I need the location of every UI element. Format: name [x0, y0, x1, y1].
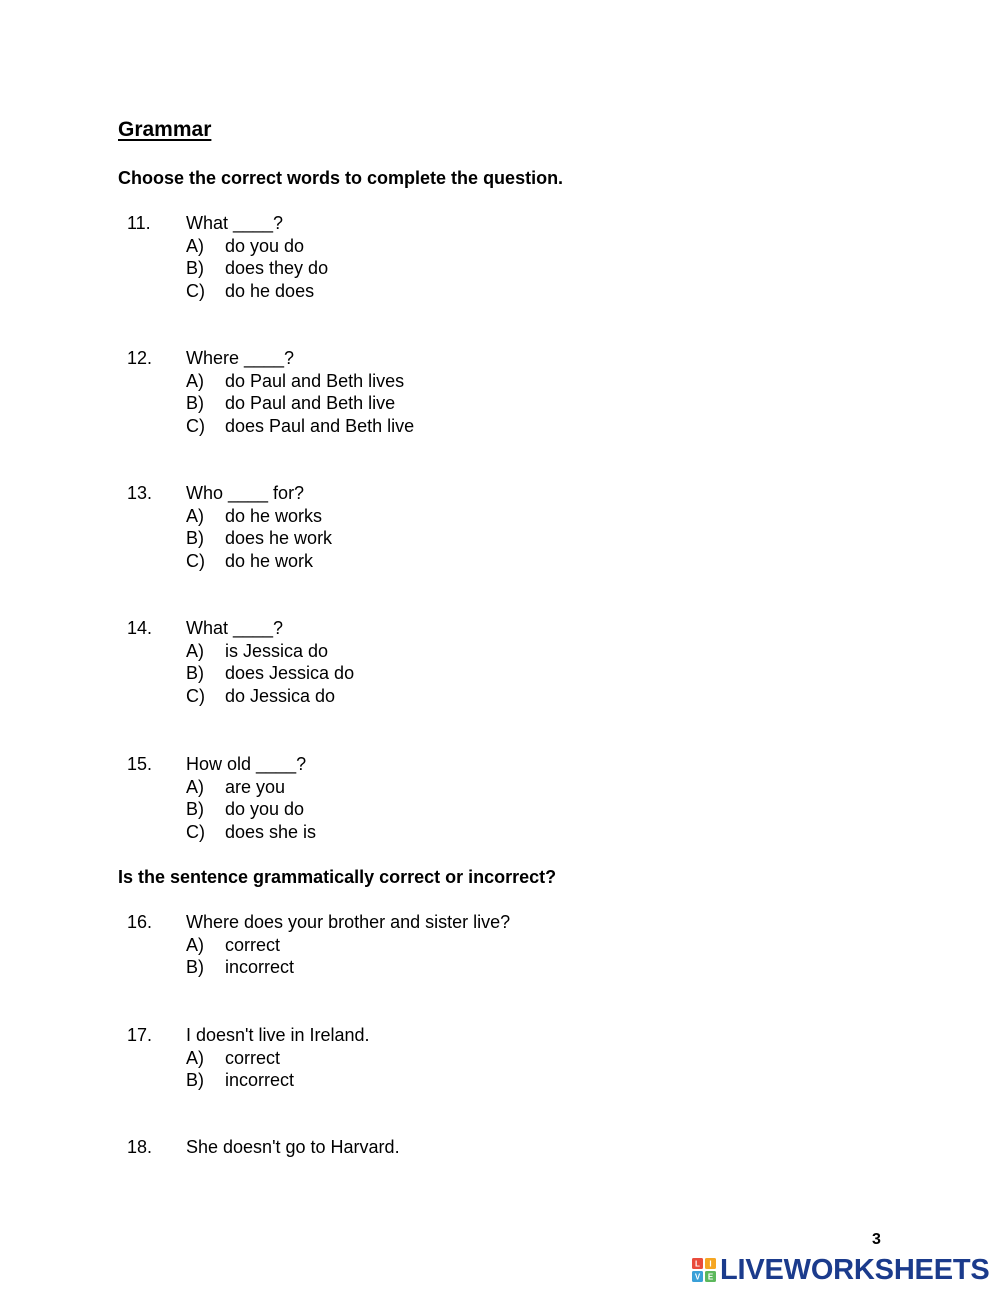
question-number: 17.: [127, 1025, 153, 1045]
option-text: do he works: [225, 505, 323, 526]
svg-text:L: L: [695, 1259, 700, 1269]
liveworksheets-brand[interactable]: [692, 1253, 990, 1287]
instruction-correct-incorrect: Is the sentence grammatically correct or incorrect?: [118, 867, 557, 887]
option-letter: A): [186, 370, 204, 391]
liveworksheets-wordmark: LIVEWORKSHEETS: [720, 1254, 990, 1286]
option-b[interactable]: [118, 798, 818, 821]
option-text: do you do: [225, 799, 305, 820]
option-b[interactable]: [118, 392, 818, 415]
option-text: are you: [225, 776, 286, 797]
option-text: does they do: [225, 258, 329, 279]
instruction-choose-words: Choose the correct words to complete the question.: [118, 168, 564, 188]
question-15: [118, 753, 818, 843]
option-text: does she is: [225, 821, 317, 842]
question-18: [118, 1136, 818, 1159]
question-number: 18.: [127, 1137, 153, 1157]
option-text: does he work: [225, 528, 333, 549]
page-number: 3: [872, 1231, 881, 1248]
question-number: 14.: [127, 618, 153, 638]
option-text: do Paul and Beth lives: [225, 370, 405, 391]
option-letter: B): [186, 393, 204, 414]
option-letter: C): [186, 415, 205, 436]
option-b[interactable]: [118, 527, 818, 550]
option-letter: C): [186, 821, 205, 842]
option-text: incorrect: [225, 957, 295, 978]
question-number: 13.: [127, 483, 153, 503]
option-text: is Jessica do: [225, 640, 329, 661]
option-a[interactable]: [118, 370, 818, 393]
option-b[interactable]: [118, 662, 818, 685]
question-stem: Who ____ for?: [186, 483, 305, 503]
option-text: do you do: [225, 235, 305, 256]
option-a[interactable]: [118, 1047, 818, 1070]
option-b[interactable]: [118, 1069, 818, 1092]
option-text: correct: [225, 1047, 281, 1068]
option-text: do he does: [225, 280, 315, 301]
option-text: do Jessica do: [225, 685, 336, 706]
question-stem: I doesn't live in Ireland.: [186, 1025, 370, 1045]
option-letter: B): [186, 528, 204, 549]
option-letter: A): [186, 776, 204, 797]
option-a[interactable]: [118, 235, 818, 258]
question-12: [118, 347, 818, 437]
svg-text:V: V: [694, 1272, 701, 1282]
option-letter: A): [186, 934, 204, 955]
question-17: [118, 1024, 818, 1092]
liveworksheets-logo-icon: [692, 1258, 716, 1282]
option-c[interactable]: [118, 821, 818, 844]
option-letter: A): [186, 1047, 204, 1068]
option-letter: A): [186, 640, 204, 661]
section-title: Grammar: [118, 118, 212, 141]
question-number: 15.: [127, 754, 153, 774]
option-letter: B): [186, 799, 204, 820]
question-stem: Where ____?: [186, 348, 295, 368]
question-16: [118, 911, 818, 979]
option-letter: B): [186, 663, 204, 684]
question-stem: What ____?: [186, 618, 284, 638]
question-stem: How old ____?: [186, 754, 307, 774]
option-text: does Jessica do: [225, 663, 355, 684]
option-a[interactable]: [118, 776, 818, 799]
question-stem: What ____?: [186, 213, 284, 233]
option-letter: C): [186, 280, 205, 301]
option-text: do he work: [225, 550, 314, 571]
question-number: 11.: [127, 213, 151, 233]
question-stem: She doesn't go to Harvard.: [186, 1137, 400, 1157]
option-letter: A): [186, 505, 204, 526]
option-text: do Paul and Beth live: [225, 393, 396, 414]
question-stem: Where does your brother and sister live?: [186, 912, 511, 932]
option-letter: B): [186, 258, 204, 279]
option-a[interactable]: [118, 505, 818, 528]
option-text: correct: [225, 934, 281, 955]
option-letter: A): [186, 235, 204, 256]
option-letter: B): [186, 957, 204, 978]
option-letter: C): [186, 685, 205, 706]
svg-text:I: I: [709, 1259, 712, 1269]
option-b[interactable]: [118, 956, 818, 979]
option-letter: C): [186, 550, 205, 571]
option-c[interactable]: [118, 550, 818, 573]
option-b[interactable]: [118, 257, 818, 280]
question-number: 16.: [127, 912, 153, 932]
option-text: does Paul and Beth live: [225, 415, 415, 436]
question-11: [118, 212, 818, 302]
option-c[interactable]: [118, 280, 818, 303]
option-c[interactable]: [118, 415, 818, 438]
svg-text:E: E: [707, 1272, 714, 1282]
option-a[interactable]: [118, 640, 818, 663]
option-a[interactable]: [118, 934, 818, 957]
option-c[interactable]: [118, 685, 818, 708]
question-13: [118, 482, 818, 572]
question-number: 12.: [127, 348, 153, 368]
option-text: incorrect: [225, 1070, 295, 1091]
question-14: [118, 617, 818, 707]
option-letter: B): [186, 1070, 204, 1091]
